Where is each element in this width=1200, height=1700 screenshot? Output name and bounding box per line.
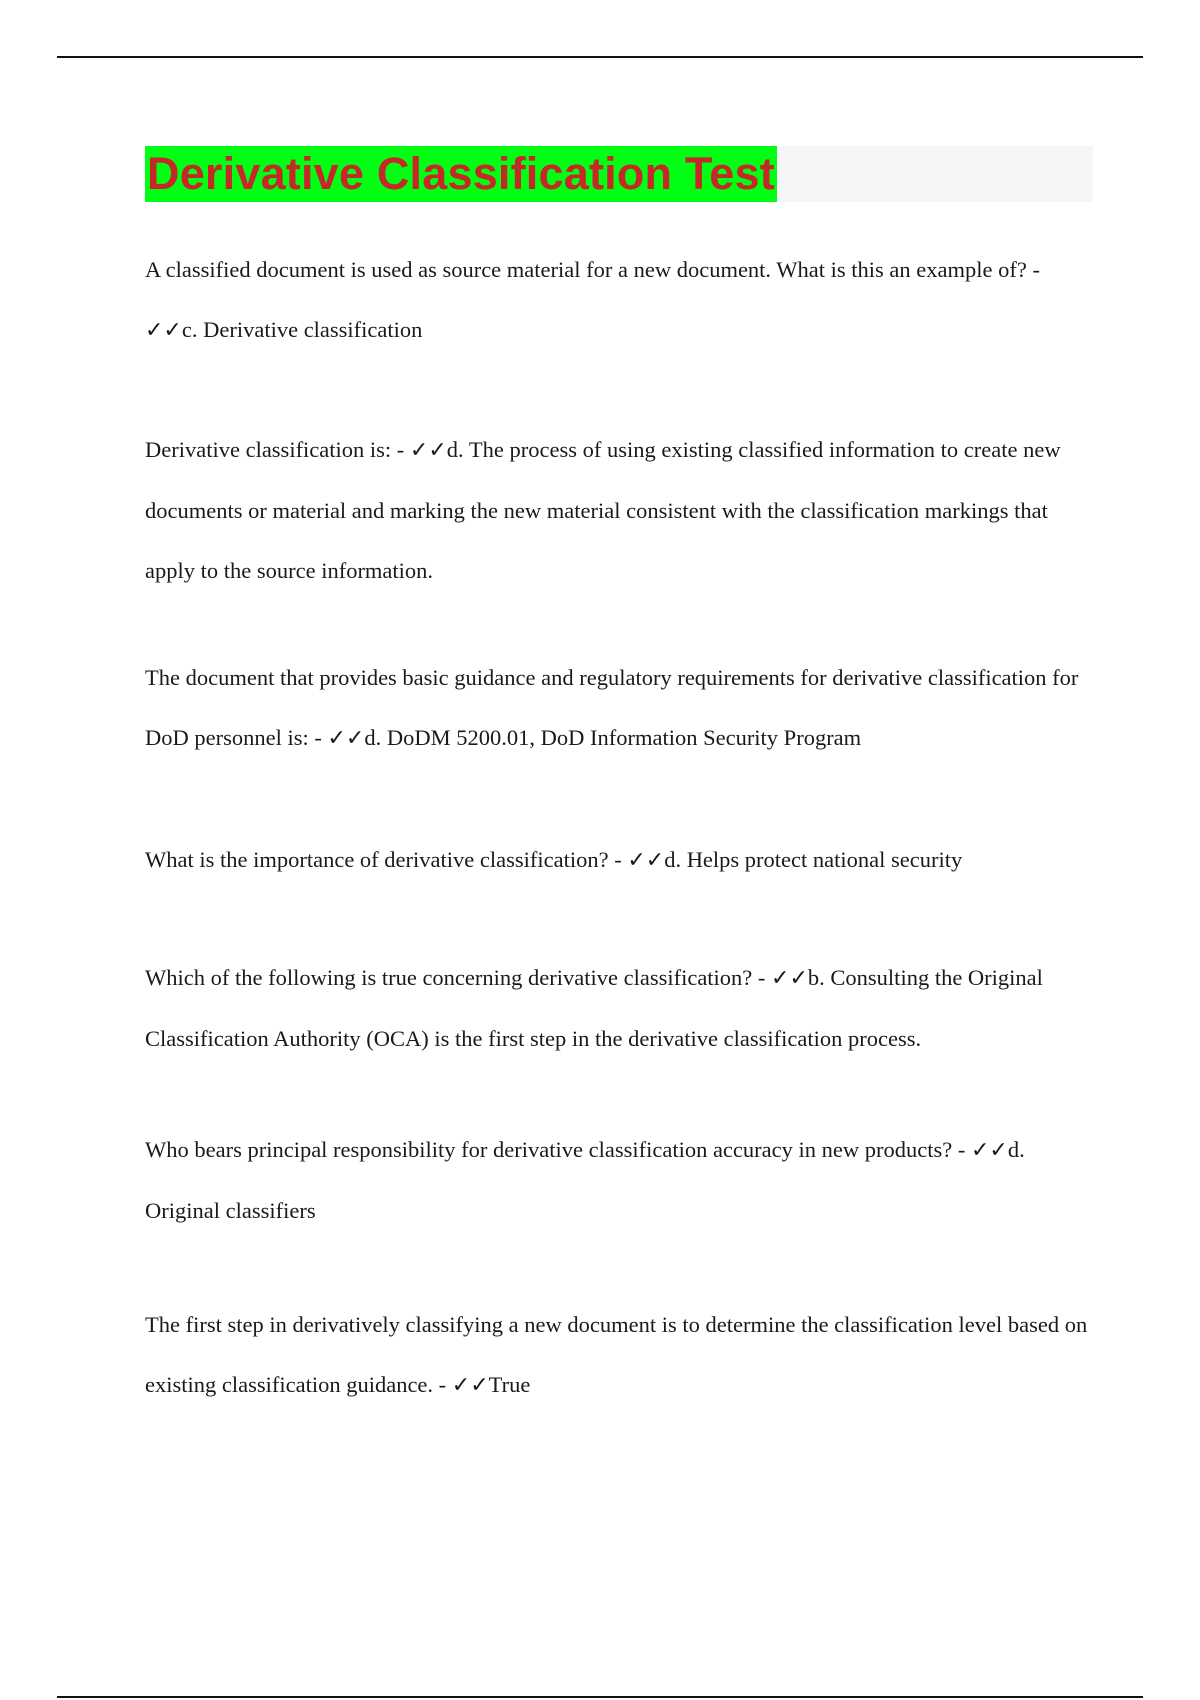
question-text: The document that provides basic guidance and regulatory requirements for derivative classification for DoD personnel is: - [145,665,1079,750]
qa-item-5 [145,948,1095,1069]
bottom-rule [57,1696,1143,1698]
check-mark-icon: ✓✓ [970,1138,1008,1163]
answer-text: b. Consulting the Original Classification Authority (OCA) is the first step in the derivative classification process. [145,965,1043,1051]
check-mark-icon: ✓✓ [327,726,365,751]
check-mark-icon: ✓✓ [451,1373,489,1398]
question-text: Derivative classification is: - [145,437,410,462]
qa-item-4 [145,830,1095,891]
answer-text: True [488,1372,531,1397]
qa-item-6 [145,1120,1095,1241]
qa-item-7 [145,1295,1095,1416]
qa-item-3 [145,648,1095,769]
check-mark-icon: ✓✓ [771,966,808,991]
answer-text: d. Helps protect national security [664,847,963,872]
top-rule [57,56,1143,58]
check-mark-icon: ✓✓ [145,318,182,343]
answer-text: d. Original classifiers [145,1137,1025,1223]
question-text: What is the importance of derivative classification? - [145,847,628,872]
check-mark-icon: ✓✓ [409,438,447,463]
answer-text: c. Derivative classification [181,317,423,342]
document-title: Derivative Classification Test [145,146,777,202]
check-mark-icon: ✓✓ [627,848,665,873]
question-text: Who bears principal responsibility for derivative classification accuracy in new products? - [145,1137,971,1162]
qa-item-1 [145,240,1095,361]
answer-text: d. The process of using existing classified information to create new documents or material and marking the new material consistent with the classification markings that apply to the source information. [145,437,1061,583]
question-text: A classified document is used as source material for a new document. What is this an example of? - [145,257,1040,282]
qa-item-2 [145,420,1095,601]
question-text: The first step in derivatively classifying a new document is to determine the classification level based on existing classification guidance. - [145,1312,1088,1397]
question-text: Which of the following is true concerning derivative classification? - [145,965,772,990]
title-banner [145,146,1093,202]
answer-text: d. DoDM 5200.01, DoD Information Security Program [364,725,862,750]
